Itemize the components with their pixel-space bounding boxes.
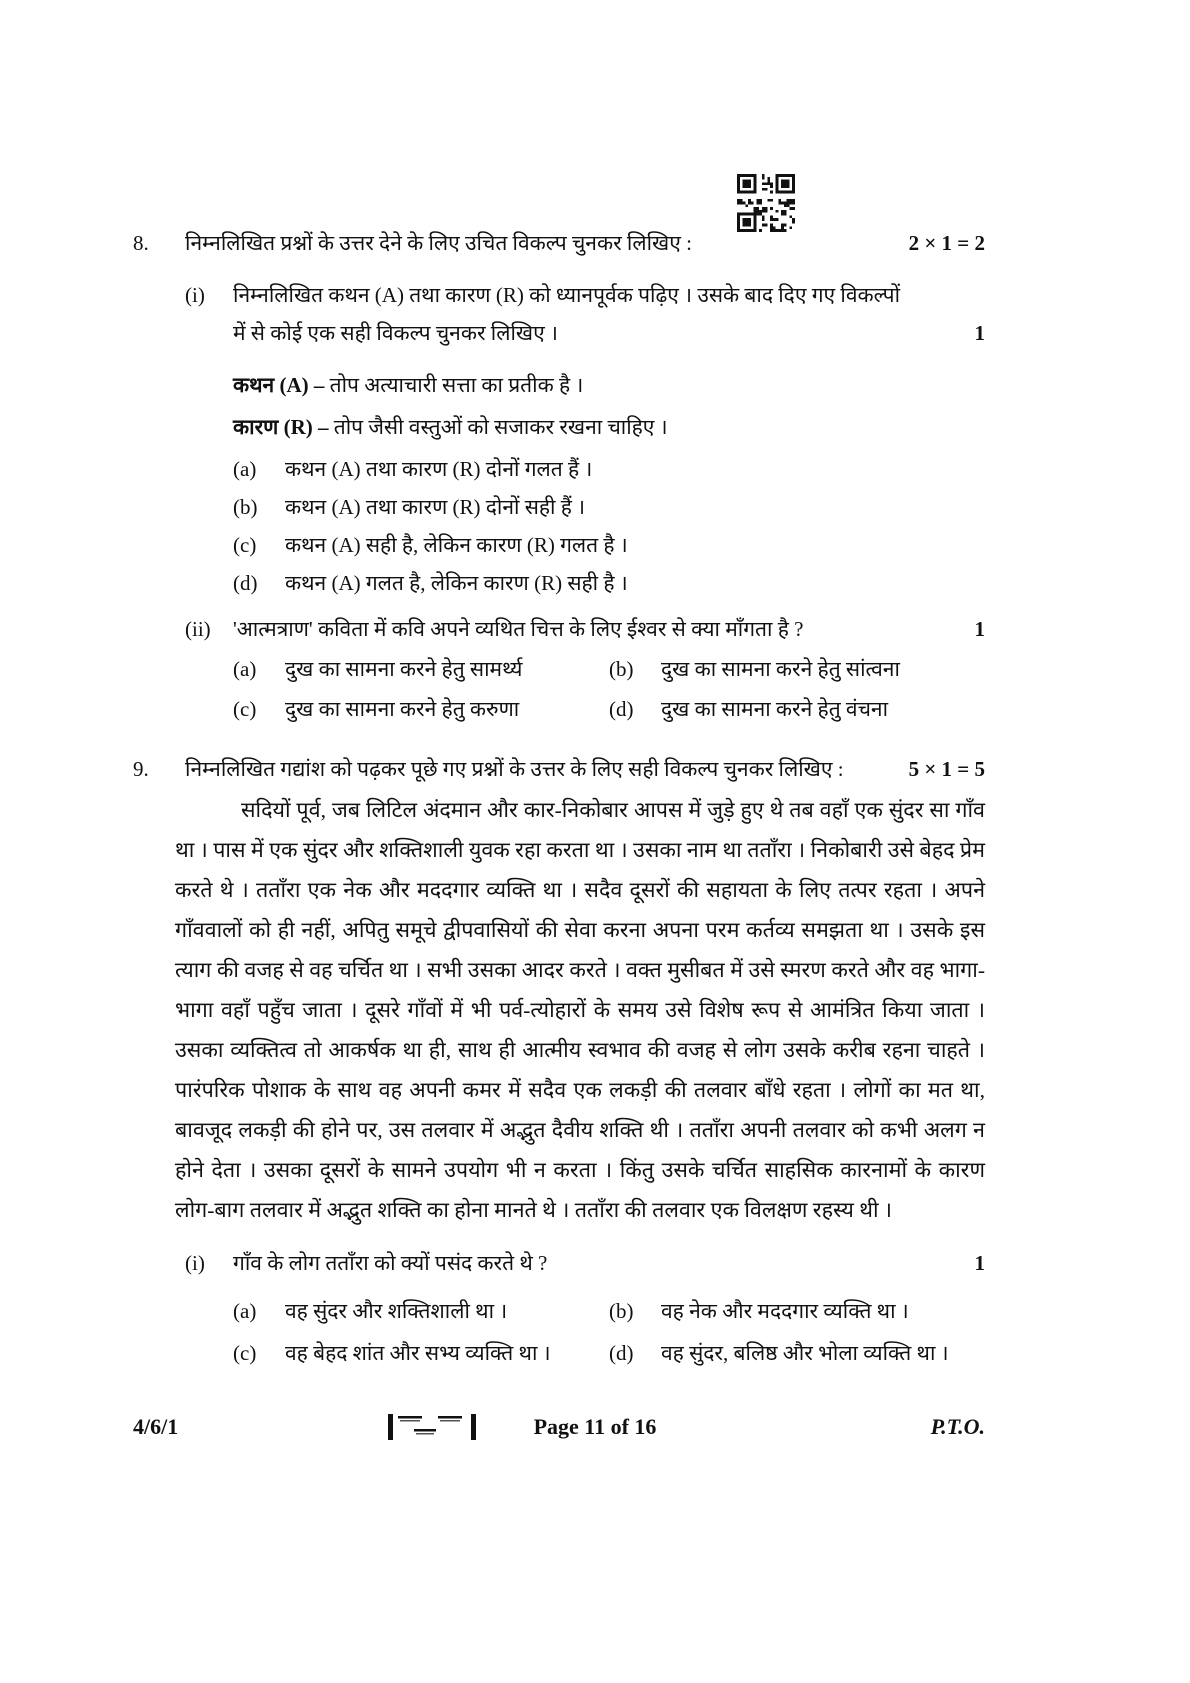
option-text: दुख का सामना करने हेतु वंचना <box>661 697 889 721</box>
q8-sub-i <box>133 276 985 352</box>
q9-sub-i-label: (i) <box>185 1251 205 1275</box>
option-label: (c) <box>233 533 257 557</box>
q8ii-option-c <box>233 690 609 728</box>
q9-sub-i-marks: 1 <box>974 1251 985 1275</box>
page-number-label: Page 11 of 16 <box>533 1414 657 1439</box>
paper-code: 4/6/1 <box>133 1414 179 1439</box>
option-text: वह नेक और मददगार व्यक्ति था । <box>661 1299 909 1323</box>
assertion-label: कथन (A) – <box>233 373 325 397</box>
q8i-option-a <box>133 450 985 488</box>
q8ii-option-b <box>609 650 985 688</box>
option-label: (d) <box>609 697 634 721</box>
q9i-option-c <box>233 1334 609 1372</box>
option-label: (c) <box>233 1341 257 1365</box>
option-label: (b) <box>609 657 634 681</box>
q8-sub-ii <box>133 610 985 648</box>
option-text: वह सुंदर, बलिष्ठ और भोला व्यक्ति था । <box>661 1341 949 1365</box>
question-8-text: निम्नलिखित प्रश्नों के उत्तर देने के लिए उचित विकल्प चुनकर लिखिए : <box>185 231 692 255</box>
option-label: (b) <box>233 495 258 519</box>
option-text: वह सुंदर और शक्तिशाली था । <box>285 1299 508 1323</box>
question-9-text: निम्नलिखित गद्यांश को पढ़कर पूछे गए प्रश्नों के उत्तर के लिए सही विकल्प चुनकर लिखिए : <box>185 757 844 781</box>
option-label: (a) <box>233 1299 257 1323</box>
assertion-line <box>133 366 985 404</box>
q9i-option-b <box>609 1292 985 1330</box>
assertion-text-line <box>233 366 985 404</box>
q9i-options-row-2 <box>133 1334 985 1372</box>
q8i-option-b <box>133 488 985 526</box>
q8ii-option-d <box>609 690 985 728</box>
option-label: (d) <box>233 571 258 595</box>
q8-sub-ii-label: (ii) <box>185 617 211 641</box>
option-text: कथन (A) तथा कारण (R) दोनों सही हैं । <box>285 495 586 519</box>
q8-sub-ii-text: 'आत्मत्राण' कविता में कवि अपने व्यथित चित्त के लिए ईश्वर से क्या माँगता है ? <box>233 617 804 641</box>
question-9-marks: 5 × 1 = 5 <box>908 757 985 781</box>
question-9-number: 9. <box>133 757 149 781</box>
reading-passage: सदियों पूर्व, जब लिटिल अंदमान और कार-निकोबार आपस में जुड़े हुए थे तब वहाँ एक सुंदर सा गाँव था । पास में एक सुंदर और शक्तिशाली युवक रहा करता था । उसका नाम था तताँरा । निकोबारी उसे बेहद प्रेम करते थे । तताँरा एक नेक और मददगार व्यक्ति था । सदैव दूसरों की सहायता के लिए तत्पर रहता । अपने गाँववालों को ही नहीं, अपितु समूचे द्वीपवासियों की सेवा करना अपना परम कर्तव्य समझता था । उसके इस त्याग की वजह से वह चर्चित था । सभी उसका आदर करते । वक्त मुसीबत में उसे स्मरण करते और वह भागा-भागा वहाँ पहुँच जाता । दूसरे गाँवों में भी पर्व-त्योहारों के समय उसे विशेष रूप से आमंत्रित किया जाता । उसका व्यक्तित्व तो आकर्षक था ही, साथ ही आत्मीय स्वभाव की वजह से लोग उसके करीब रहना चाहते । पारंपरिक पोशाक के साथ वह अपनी कमर में सदैव एक लकड़ी की तलवार बाँधे रहता । लोगों का मत था, बावजूद लकड़ी की होने पर, उस तलवार में अद्भुत दैवीय शक्ति थी । तताँरा अपनी तलवार को कभी अलग न होने देता । उसका दूसरों के सामने उपयोग भी न करता । किंतु उसके चर्चित साहसिक कारनामों के कारण लोग-बाग तलवार में अद्भुत शक्ति का होना मानते थे । तताँरा की तलवार एक विलक्षण रहस्य थी । <box>175 798 985 1222</box>
option-text: दुख का सामना करने हेतु सामर्थ्य <box>285 657 523 681</box>
option-label: (a) <box>233 657 257 681</box>
q8ii-options-row-1 <box>133 650 985 688</box>
option-label: (b) <box>609 1299 634 1323</box>
question-8-header <box>133 224 985 262</box>
question-8-marks: 2 × 1 = 2 <box>908 231 985 255</box>
reason-line <box>133 408 985 446</box>
q9i-options-row-1 <box>133 1292 985 1330</box>
option-label: (c) <box>233 697 257 721</box>
q8i-option-d <box>133 564 985 602</box>
option-text: दुख का सामना करने हेतु करुणा <box>285 697 520 721</box>
pto-label: P.T.O. <box>930 1414 985 1439</box>
reason-text-line <box>233 408 985 446</box>
option-label: (d) <box>609 1341 634 1365</box>
option-label: (a) <box>233 457 257 481</box>
reason-text: तोप जैसी वस्तुओं को सजाकर रखना चाहिए । <box>333 415 668 439</box>
q9-sub-i <box>133 1244 985 1282</box>
option-text: कथन (A) तथा कारण (R) दोनों गलत हैं । <box>285 457 593 481</box>
q8ii-option-a <box>233 650 609 688</box>
q8-sub-i-text: निम्नलिखित कथन (A) तथा कारण (R) को ध्यानपूर्वक पढ़िए । उसके बाद दिए गए विकल्पों में से कोई एक सही विकल्प चुनकर लिखिए । <box>233 283 901 345</box>
q8-sub-i-marks: 1 <box>974 321 985 345</box>
q9-sub-i-text: गाँव के लोग तताँरा को क्यों पसंद करते थे ? <box>233 1251 548 1275</box>
option-text: कथन (A) सही है, लेकिन कारण (R) गलत है । <box>285 533 628 557</box>
option-text: वह बेहद शांत और सभ्य व्यक्ति था । <box>285 1341 551 1365</box>
assertion-text: तोप अत्याचारी सत्ता का प्रतीक है । <box>329 373 584 397</box>
option-text: कथन (A) गलत है, लेकिन कारण (R) सही है । <box>285 571 628 595</box>
q9i-option-d <box>609 1334 985 1372</box>
option-text: दुख का सामना करने हेतु सांत्वना <box>661 657 900 681</box>
q9i-option-a <box>233 1292 609 1330</box>
q8ii-options-row-2 <box>133 690 985 728</box>
page-footer <box>0 1412 1190 1452</box>
question-8-number: 8. <box>133 231 149 255</box>
q8i-option-c <box>133 526 985 564</box>
q8-sub-i-label: (i) <box>185 283 205 307</box>
q8-sub-ii-marks: 1 <box>974 617 985 641</box>
reason-label: कारण (R) – <box>233 415 329 439</box>
question-9-header <box>133 750 985 788</box>
